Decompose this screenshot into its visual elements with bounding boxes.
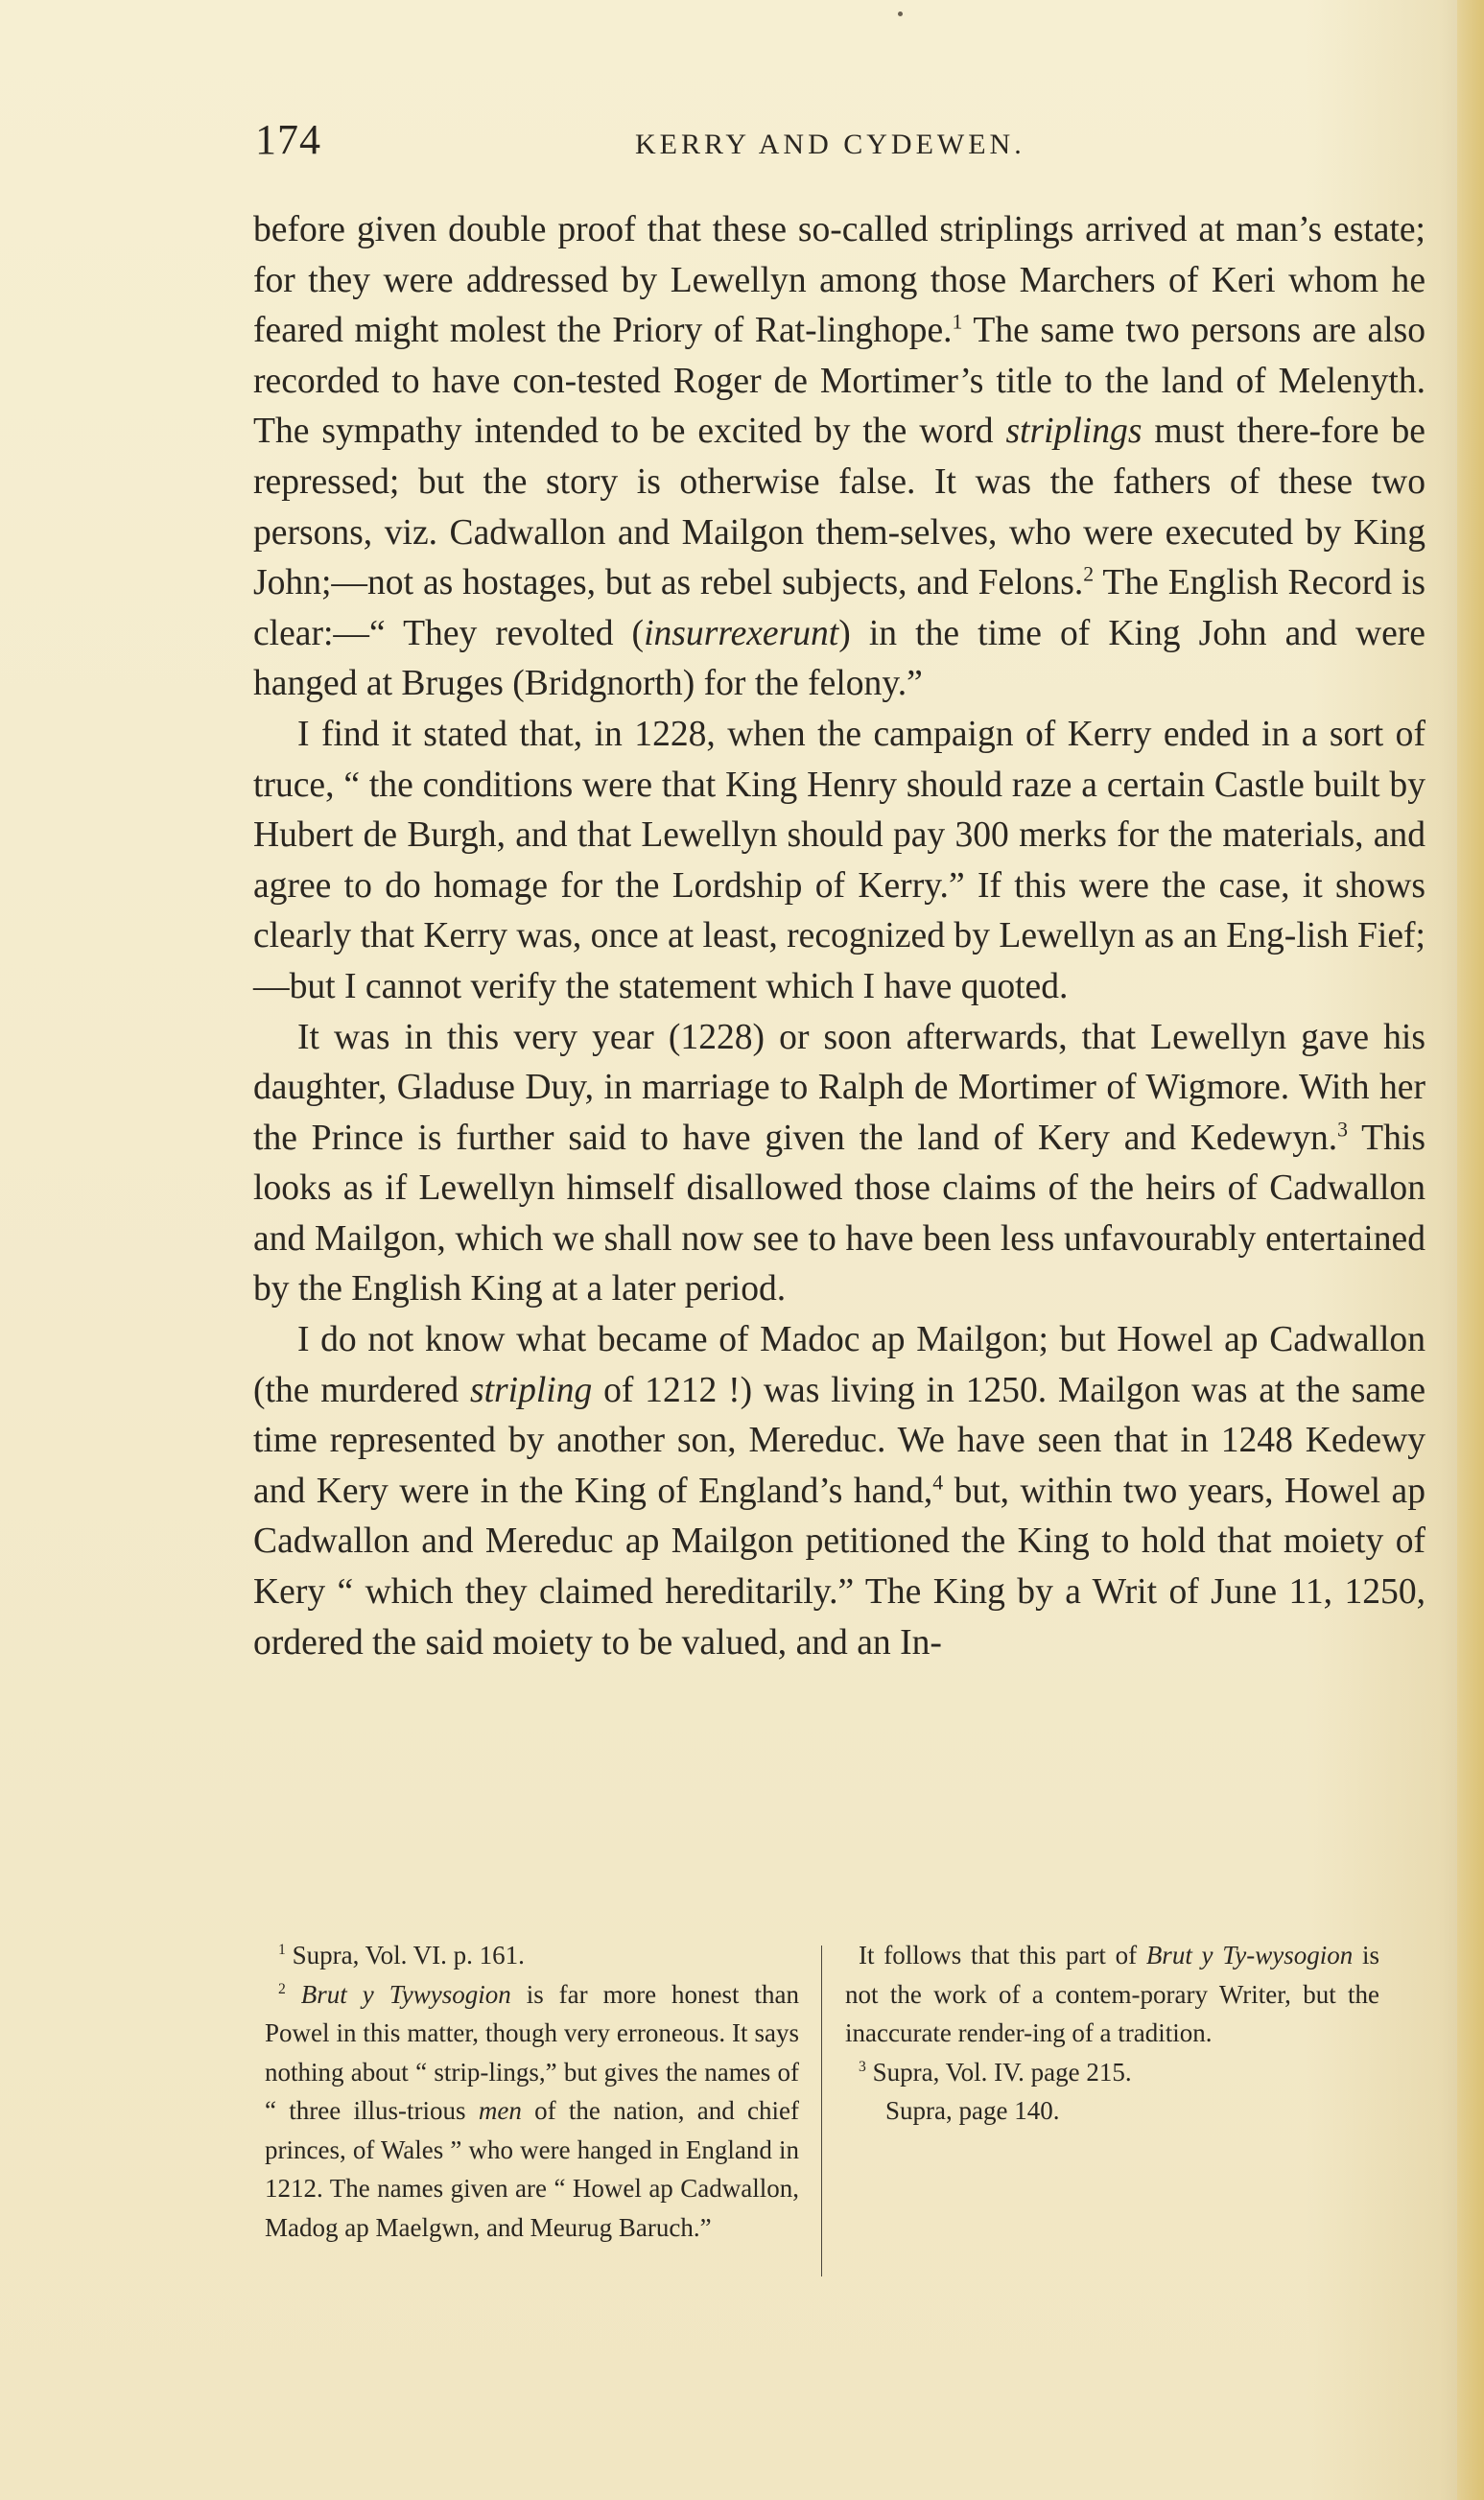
footnote-ref-4: 4 <box>932 1471 944 1495</box>
paragraph-2: I find it stated that, in 1228, when the campaign of Kerry ended in a sort of truce, “ the conditions were that King Henry should raze a certain Castle built by Hubert de Burgh, and that Lewellyn should pay 300 merks for the materials, and agree to do homage for the Lordship of Kerry.” If this were the case, it shows clearly that Kerry was, once at least, recognized by Lewellyn as an Eng-lish Fief;—but I cannot verify the statement which I have quoted. <box>253 714 1425 1006</box>
footnotes-left-column <box>265 1936 799 2247</box>
footnote-3 <box>845 2053 1379 2092</box>
page-edge <box>1457 0 1484 2500</box>
footnote-2b-text-b: is not the work of a contem-porary Writer, but the inaccurate render-ing of a tradition. <box>845 1941 1379 2047</box>
footnote-2 <box>265 1975 799 2248</box>
footnote-ref-3: 3 <box>1337 1118 1349 1142</box>
paragraph-3-text-a: It was in this very year (1228) or soon afterwards, that Lewellyn gave his daughter, Gladuse Duy, in marriage to Ralph de Mortimer of Wigmore. With her the Prince is further said to have given the land of Kery and Kedewyn. <box>253 1017 1425 1158</box>
page-number: 174 <box>255 116 321 163</box>
footnote-2-title: Brut y Tywysogion <box>300 1979 511 2009</box>
paragraph-3 <box>253 1013 1425 1316</box>
footnote-2-text-b: of the nation, and chief princes, of Wales ” who were hanged in England in 1212. The names given are “ Howel ap Cadwallon, Madog ap Maelgwn, and Meurug Baruch.” <box>265 2096 799 2242</box>
footnote-2-mark: 2 <box>278 1980 286 1997</box>
footnote-4: Supra, page 140. <box>885 2096 1060 2125</box>
paragraph-4-text-c: but, within two years, Howel ap Cadwallon and Mereduc ap Mailgon petitioned the King to hold that moiety of Kery “ which they claimed hereditarily.” The King by a Writ of June 11, 1250, ordered the said moiety to be valued, and an In- <box>253 1471 1425 1663</box>
emphasis-stripling: stripling <box>469 1370 593 1410</box>
page-header <box>255 115 1425 173</box>
paragraph-4 <box>253 1315 1425 1668</box>
footnote-2b-text-a: It follows that this part of <box>859 1941 1146 1969</box>
footnote-2b-title: Brut y Ty-wysogion <box>1145 1941 1354 1969</box>
paragraph-1-text-a: before given double proof that these so-called striplings arrived at man’s estate; for they were addressed by Lewellyn among those Marchers of Keri whom he feared might molest the Priory of Rat-linghope. <box>253 210 1425 351</box>
footnote-ref-1: 1 <box>952 310 963 334</box>
footnotes-right-column <box>845 1936 1379 2131</box>
emphasis-striplings: striplings <box>1005 412 1142 452</box>
paragraph-4-text-b: of 1212 !) was living in 1250. Mailgon was at the same time represented by another son, Mereduc. We have seen that in 1248 Kedewy and Kery were in the King of England’s hand, <box>253 1370 1425 1511</box>
main-text <box>253 205 1425 1668</box>
footnote-ref-2: 2 <box>1083 562 1095 586</box>
paragraph-1-text-d: The English Record is clear:—“ They revolted ( <box>253 563 1425 653</box>
paragraph-1-text-e: ) in the time of King John and were hanged at Bruges (Bridgnorth) for the felony.” <box>253 613 1425 704</box>
footnote-column-divider <box>821 1946 822 2276</box>
paragraph-4-text-a: I do not know what became of Madoc ap Mailgon; but Howel ap Cadwallon (the murdered <box>253 1320 1425 1410</box>
emphasis-insurrexerunt: insurrexerunt <box>644 613 839 653</box>
running-title: KERRY AND CYDEWEN. <box>635 129 1025 160</box>
paragraph-1-text-b: The same two persons are also recorded to have con-tested Roger de Mortimer’s title to the land of Melenyth. The sympathy intended to be excited by the word <box>253 311 1425 452</box>
footnote-2-emphasis-men: men <box>478 2096 522 2125</box>
paragraph-1-text-c: must there-fore be repressed; but the story is otherwise false. It was the fathers of these two persons, viz. Cadwallon and Mailgon them-selves, who were executed by King John;—not as hostages, but as rebel subjects, and Felons. <box>253 412 1425 603</box>
footnotes <box>265 1936 1412 2281</box>
footnote-3-mark: 3 <box>859 2058 866 2075</box>
footnote-2-continued <box>845 1936 1379 2053</box>
paragraph-3-text-b: This looks as if Lewellyn himself disallowed those claims of the heirs of Cadwallon and Mailgon, which we shall now see to have been less unfavourably entertained by the English King at a later period. <box>253 1118 1425 1309</box>
footnote-2-text-a: is far more honest than Powel in this matter, though very erroneous. It says nothing about “ strip-lings,” but gives the names of “ three illus-trious <box>265 1979 799 2125</box>
footnote-3-text: Supra, Vol. IV. page 215. <box>865 2057 1132 2087</box>
footnote-1-mark: 1 <box>278 1942 286 1958</box>
ink-dot <box>898 12 903 16</box>
footnote-1-text: Supra, Vol. VI. p. 161. <box>285 1941 525 1969</box>
paragraph-1 <box>253 205 1425 710</box>
footnote-1 <box>265 1936 799 1975</box>
